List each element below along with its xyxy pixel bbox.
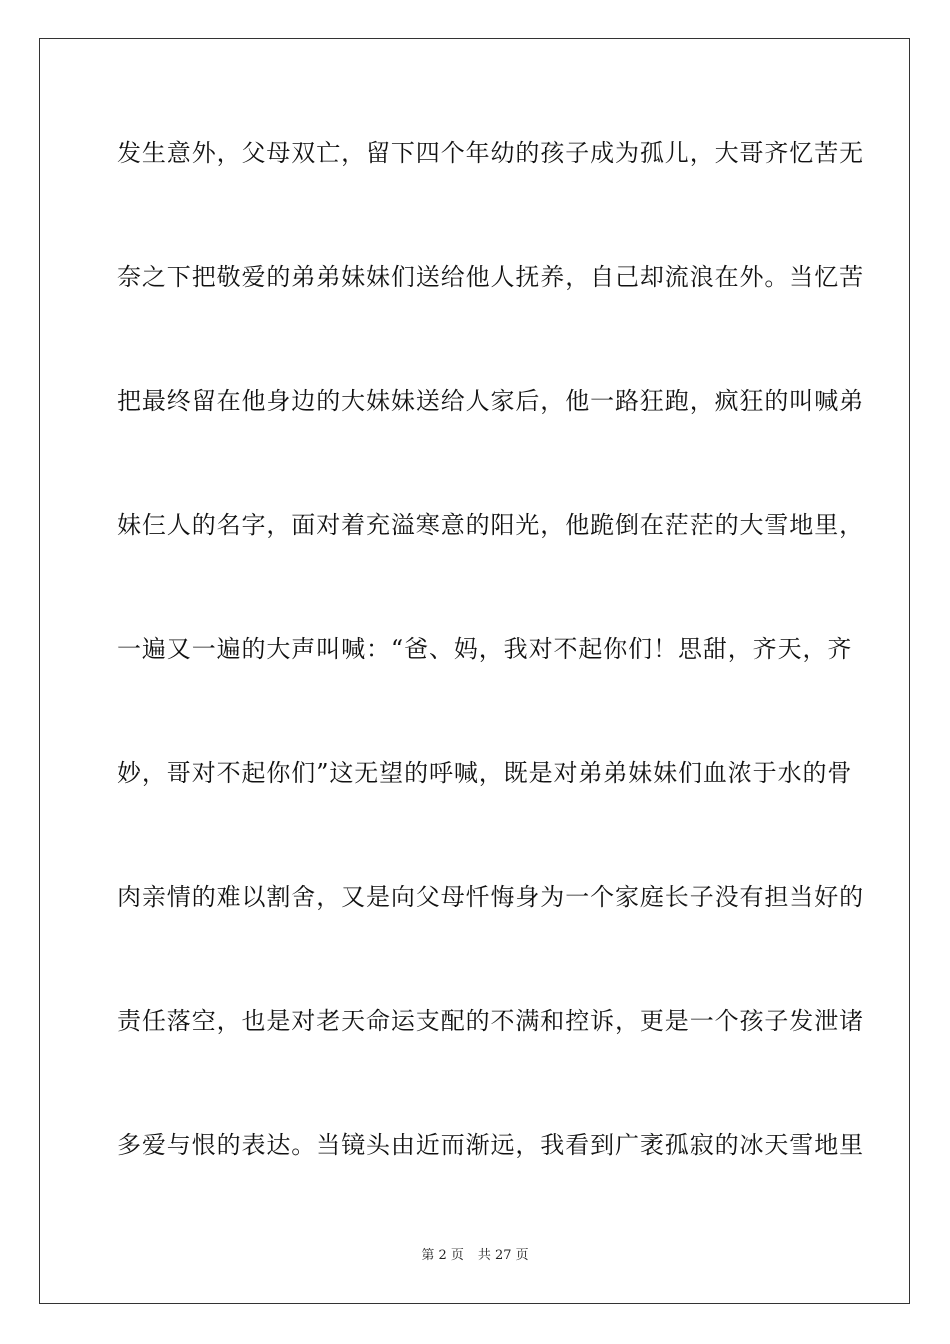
page-border xyxy=(39,38,910,1304)
body-line: 发生意外，父母双亡，留下四个年幼的孩子成为孤儿，大哥齐忆苦无 xyxy=(117,139,864,167)
body-line: 把最终留在他身边的大妹妹送给人家后，他一路狂跑，疯狂的叫喊弟 xyxy=(117,387,864,415)
body-line: 责任落空，也是对老天命运支配的不满和控诉，更是一个孩子发泄诸 xyxy=(117,1007,864,1035)
body-line: 多爱与恨的表达。当镜头由近而渐远，我看到广袤孤寂的冰天雪地里 xyxy=(117,1131,864,1159)
body-line: 一遍又一遍的大声叫喊：“爸、妈，我对不起你们！思甜，齐天，齐 xyxy=(117,635,853,663)
body-line: 奈之下把敬爱的弟弟妹妹们送给他人抚养，自己却流浪在外。当忆苦 xyxy=(117,263,864,291)
body-line: 妹仨人的名字，面对着充溢寒意的阳光，他跪倒在茫茫的大雪地里， xyxy=(117,511,864,539)
page-total: 共 27 页 xyxy=(477,1248,529,1263)
page-number: 第 2 页 xyxy=(421,1248,464,1263)
body-line: 肉亲情的难以割舍，又是向父母忏悔身为一个家庭长子没有担当好的 xyxy=(117,883,864,911)
body-line: 妙，哥对不起你们”这无望的呼喊，既是对弟弟妹妹们血浓于水的骨 xyxy=(117,759,853,787)
page-footer xyxy=(0,1248,950,1264)
